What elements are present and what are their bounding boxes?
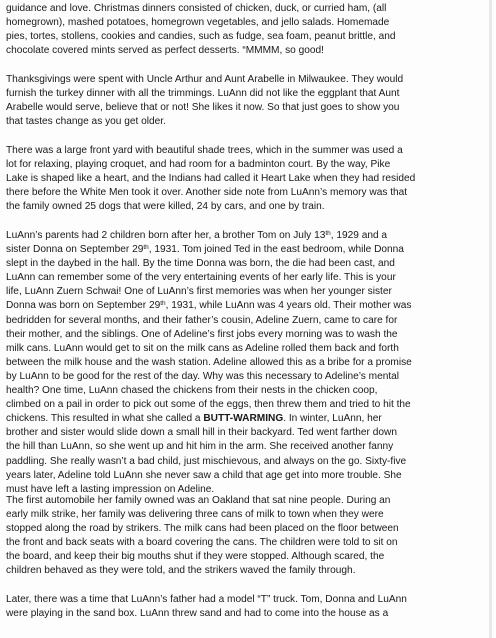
text-line: between the milk house and the wash station. Adeline allowed this as a bribe for a promise — [6, 356, 412, 368]
text-line: that tastes change as you get older. — [6, 116, 166, 128]
text-line: pies, tortes, stollens, cookies and candies, such as fudge, sea foam, peanut brittle, and — [6, 31, 396, 43]
text-line: there before the White Men took it over. Another side note from LuAnn’s memory was that — [6, 187, 408, 199]
text-run: chickens. This resulted in what she called a — [6, 413, 204, 425]
text-line: LuAnn can remember some of the very entertaining events of her early life. This is your — [6, 272, 396, 284]
text-line: early milk strike, her family was delivering three cans of milk to town when they were — [6, 509, 384, 521]
text-line: brother and sister would slide down a small hill in their backyard. Ted went farther down — [6, 427, 397, 439]
text-line: Later, there was a time that LuAnn’s father had a model “T” truck. Tom, Donna and LuAnn — [6, 594, 407, 605]
superscript: th — [143, 244, 149, 252]
text-line: Lake is shaped like a heart, and the Indians had called it Heart Lake when they had resided — [6, 173, 416, 185]
text-line — [6, 229, 490, 243]
superscript: th — [325, 230, 331, 237]
text-line: homegrown), mashed potatoes, homegrown vegetables, and jello salads. Homemade — [6, 17, 390, 29]
text-run: Donna was born on September 29 — [6, 300, 161, 312]
text-line: must have left a lasting impression on Adeline. — [6, 483, 215, 495]
text-line: chocolate covered mints served as perfect desserts. “MMMM, so good! — [6, 45, 324, 57]
text-line: guidance and love. Christmas dinners consisted of chicken, duck, or curried ham, (all — [6, 3, 387, 14]
text-line: paddling. She really wasn’t a bad child, just mischievous, and always on the go. Sixty-five — [6, 455, 407, 467]
text-run: , 1931, while LuAnn was 4 years old. Their mother was — [165, 300, 412, 312]
paragraph-model-t-truck — [6, 593, 490, 621]
text-line: years later, Adeline told LuAnn she never saw a child that age get into more trouble. She — [6, 469, 402, 481]
text-line: bedridden for several months, and their father’s cousin, Adeline Zuern, came to care for — [6, 314, 398, 326]
text-line: There was a large front yard with beautiful shade trees, which in the summer was used a — [6, 145, 403, 156]
text-line: The first automobile her family owned was an Oakland that sat nine people. During an — [6, 495, 391, 506]
text-line: lot for relaxing, playing croquet, and had room for a badminton court. By the way, Pike — [6, 159, 391, 171]
text-line: climbed on a pail in order to pick out some of the eggs, then threw them and tried to hit the — [6, 399, 411, 411]
text-run: LuAnn’s parents had 2 children born after her, a brother Tom on July 13 — [6, 230, 326, 241]
bold-text: BUTT-WARMING — [203, 413, 284, 425]
text-line: the family owned 25 dogs that were killed, 24 by cars, and one by train. — [6, 201, 325, 213]
text-line: were playing in the sand box. LuAnn threw sand and had to come into the house as a — [6, 608, 389, 620]
text-line: Arabelle would serve, believe that or not! She likes it now. So that just goes to show you — [6, 102, 400, 114]
text-run: , 1929 and a — [330, 230, 388, 241]
text-line — [6, 243, 490, 257]
text-line: stopped along the road by strikers. The milk cans had been placed on the floor between — [6, 523, 399, 535]
paragraph-christmas — [6, 2, 490, 58]
text-line: children behaved as they were told, and the strikers waved the family through. — [6, 565, 356, 577]
text-line: the board, and keep their big mouths shut if they were stopped. Although scared, the — [6, 551, 385, 563]
superscript: th — [160, 300, 166, 308]
paragraph-thanksgiving — [6, 73, 490, 129]
text-line: their mother, and the siblings. One of Adeline’s first jobs every morning was to wash the — [6, 328, 398, 340]
text-line: by LuAnn to be good for the rest of the day. Why was this necessary to Adeline’s mental — [6, 370, 400, 382]
text-run: sister Donna on September 29 — [6, 244, 144, 256]
paragraph-front-yard — [6, 144, 490, 214]
text-line — [6, 299, 490, 313]
text-line: health? One time, LuAnn chased the chickens from their nests in the chicken coop, — [6, 385, 378, 397]
text-line: the front and back seats with a board covering the cans. The children were told to sit on — [6, 537, 398, 549]
text-line: Thanksgivings were spent with Uncle Arthur and Aunt Arabelle in Milwaukee. They would — [6, 74, 404, 85]
text-line: furnish the turkey dinner with all the trimmings. LuAnn did not like the eggplant that Aunt — [6, 88, 400, 100]
text-run: . In winter, LuAnn, her — [283, 413, 382, 425]
text-line — [6, 412, 490, 426]
text-line: milk cans. LuAnn would get to sit on the milk cans as Adeline rolled them back and forth — [6, 342, 399, 354]
text-line: slept in the daybed in the hall. By the time Donna was born, the die had been cast, and — [6, 258, 395, 270]
text-line: life, LuAnn Zuern Schwai! One of LuAnn’s first memories was when her younger sister — [6, 286, 392, 298]
paragraph-parents-children — [6, 229, 490, 497]
text-line: the hill than LuAnn, so she went up and hit him in the arm. She received another fanny — [6, 441, 394, 453]
paragraph-first-automobile — [6, 494, 490, 579]
text-run: , 1931. Tom joined Ted in the east bedroom, while Donna — [148, 244, 404, 256]
